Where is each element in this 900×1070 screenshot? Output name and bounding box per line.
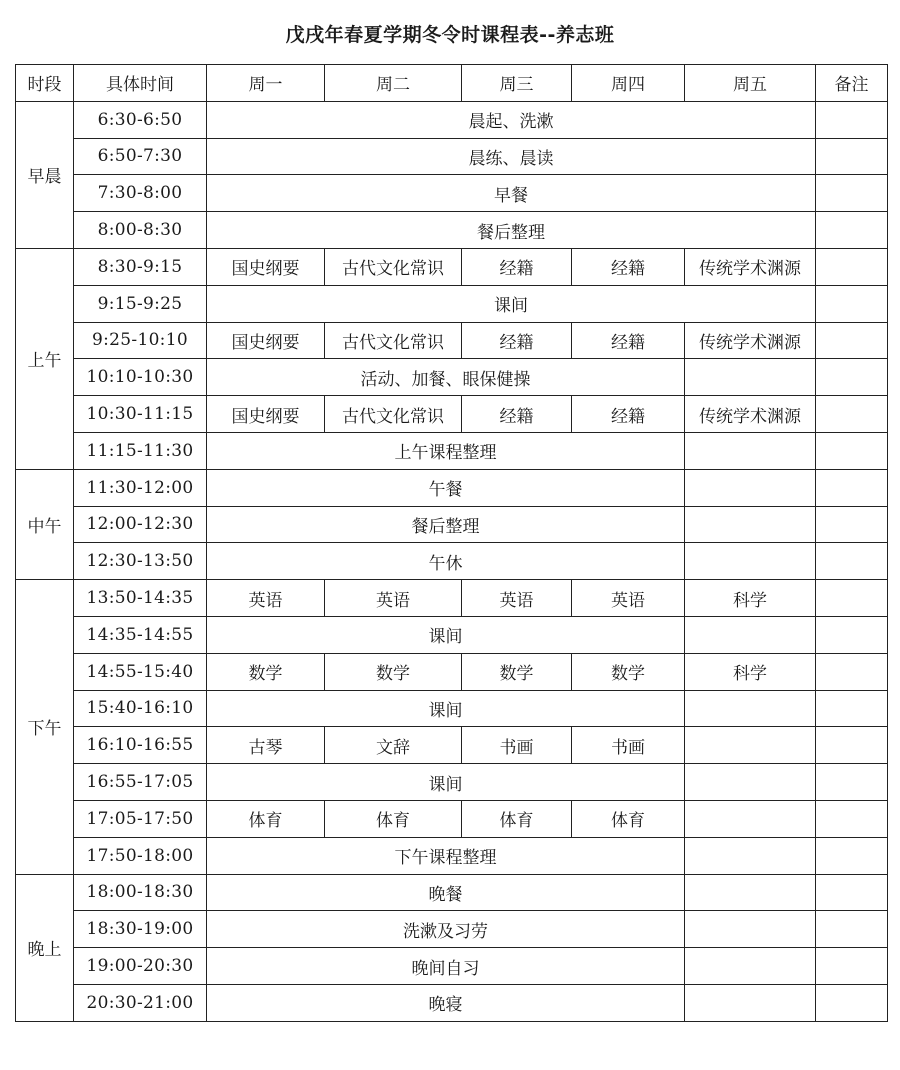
activity-cell: 晚寝 — [207, 984, 685, 1021]
time-cell: 10:10-10:30 — [74, 359, 207, 396]
notes-cell — [816, 212, 888, 249]
activity-cell: 下午课程整理 — [207, 837, 685, 874]
empty-cell — [685, 690, 816, 727]
activity-cell: 晨起、洗漱 — [207, 101, 816, 138]
course-cell: 体育 — [325, 800, 462, 837]
activity-cell: 午餐 — [207, 469, 685, 506]
table-row — [16, 948, 888, 985]
time-cell: 18:00-18:30 — [74, 874, 207, 911]
table-row — [16, 874, 888, 911]
course-cell: 传统学术渊源 — [685, 322, 816, 359]
table-row — [16, 469, 888, 506]
time-cell: 15:40-16:10 — [74, 690, 207, 727]
time-cell: 18:30-19:00 — [74, 911, 207, 948]
course-cell: 体育 — [572, 800, 685, 837]
notes-cell — [816, 138, 888, 175]
time-cell: 14:55-15:40 — [74, 653, 207, 690]
course-cell: 国史纲要 — [207, 248, 325, 285]
empty-cell — [685, 616, 816, 653]
course-cell: 文辞 — [325, 727, 462, 764]
activity-cell: 晨练、晨读 — [207, 138, 816, 175]
table-row — [16, 543, 888, 580]
notes-cell — [816, 948, 888, 985]
notes-cell — [816, 175, 888, 212]
empty-cell — [685, 911, 816, 948]
course-cell: 英语 — [462, 580, 572, 617]
time-cell: 7:30-8:00 — [74, 175, 207, 212]
time-cell: 17:05-17:50 — [74, 800, 207, 837]
notes-cell — [816, 800, 888, 837]
table-row — [16, 911, 888, 948]
course-cell: 经籍 — [572, 396, 685, 433]
empty-cell — [685, 506, 816, 543]
notes-cell — [816, 911, 888, 948]
time-cell: 12:30-13:50 — [74, 543, 207, 580]
activity-cell: 课间 — [207, 690, 685, 727]
course-cell: 古代文化常识 — [325, 248, 462, 285]
period-cell: 上午 — [16, 248, 74, 469]
course-cell: 古代文化常识 — [325, 322, 462, 359]
course-cell: 古琴 — [207, 727, 325, 764]
notes-cell — [816, 580, 888, 617]
header-tuesday: 周二 — [325, 65, 462, 102]
table-row — [16, 616, 888, 653]
period-cell: 中午 — [16, 469, 74, 579]
period-cell: 下午 — [16, 580, 74, 874]
table-row — [16, 984, 888, 1021]
course-cell: 科学 — [685, 653, 816, 690]
table-row — [16, 580, 888, 617]
empty-cell — [685, 948, 816, 985]
notes-cell — [816, 984, 888, 1021]
empty-cell — [685, 837, 816, 874]
notes-cell — [816, 285, 888, 322]
time-cell: 19:00-20:30 — [74, 948, 207, 985]
course-cell: 体育 — [207, 800, 325, 837]
activity-cell: 课间 — [207, 616, 685, 653]
course-cell: 古代文化常识 — [325, 396, 462, 433]
time-cell: 9:25-10:10 — [74, 322, 207, 359]
header-notes: 备注 — [816, 65, 888, 102]
table-row — [16, 653, 888, 690]
empty-cell — [685, 800, 816, 837]
table-row — [16, 727, 888, 764]
activity-cell: 晚餐 — [207, 874, 685, 911]
course-cell: 经籍 — [462, 396, 572, 433]
table-row — [16, 432, 888, 469]
notes-cell — [816, 653, 888, 690]
header-wednesday: 周三 — [462, 65, 572, 102]
notes-cell — [816, 616, 888, 653]
course-cell: 国史纲要 — [207, 322, 325, 359]
notes-cell — [816, 322, 888, 359]
time-cell: 16:10-16:55 — [74, 727, 207, 764]
time-cell: 10:30-11:15 — [74, 396, 207, 433]
time-cell: 13:50-14:35 — [74, 580, 207, 617]
period-cell: 晚上 — [16, 874, 74, 1021]
course-cell: 经籍 — [572, 248, 685, 285]
header-row — [16, 65, 888, 102]
table-row — [16, 764, 888, 801]
activity-cell: 午休 — [207, 543, 685, 580]
time-cell: 20:30-21:00 — [74, 984, 207, 1021]
time-cell: 12:00-12:30 — [74, 506, 207, 543]
header-monday: 周一 — [207, 65, 325, 102]
time-cell: 11:30-12:00 — [74, 469, 207, 506]
course-cell: 经籍 — [462, 248, 572, 285]
schedule-table — [15, 64, 888, 1022]
course-cell: 数学 — [207, 653, 325, 690]
activity-cell: 活动、加餐、眼保健操 — [207, 359, 685, 396]
header-time: 具体时间 — [74, 65, 207, 102]
activity-cell: 餐后整理 — [207, 506, 685, 543]
activity-cell: 课间 — [207, 285, 816, 322]
notes-cell — [816, 396, 888, 433]
course-cell: 体育 — [462, 800, 572, 837]
period-cell: 早晨 — [16, 101, 74, 248]
activity-cell: 洗漱及习劳 — [207, 911, 685, 948]
header-friday: 周五 — [685, 65, 816, 102]
course-cell: 书画 — [572, 727, 685, 764]
time-cell: 8:30-9:15 — [74, 248, 207, 285]
notes-cell — [816, 469, 888, 506]
course-cell: 数学 — [572, 653, 685, 690]
notes-cell — [816, 543, 888, 580]
empty-cell — [685, 432, 816, 469]
course-cell: 传统学术渊源 — [685, 396, 816, 433]
notes-cell — [816, 506, 888, 543]
course-cell: 国史纲要 — [207, 396, 325, 433]
table-row — [16, 212, 888, 249]
empty-cell — [685, 727, 816, 764]
empty-cell — [685, 543, 816, 580]
course-cell: 英语 — [325, 580, 462, 617]
notes-cell — [816, 874, 888, 911]
notes-cell — [816, 101, 888, 138]
activity-cell: 餐后整理 — [207, 212, 816, 249]
course-cell: 英语 — [572, 580, 685, 617]
header-thursday: 周四 — [572, 65, 685, 102]
empty-cell — [685, 764, 816, 801]
course-cell: 科学 — [685, 580, 816, 617]
table-row — [16, 248, 888, 285]
table-row — [16, 396, 888, 433]
activity-cell: 上午课程整理 — [207, 432, 685, 469]
time-cell: 14:35-14:55 — [74, 616, 207, 653]
table-row — [16, 285, 888, 322]
table-row — [16, 837, 888, 874]
empty-cell — [685, 874, 816, 911]
empty-cell — [685, 984, 816, 1021]
course-cell: 数学 — [462, 653, 572, 690]
activity-cell: 课间 — [207, 764, 685, 801]
time-cell: 6:50-7:30 — [74, 138, 207, 175]
time-cell: 11:15-11:30 — [74, 432, 207, 469]
table-row — [16, 690, 888, 727]
empty-cell — [685, 469, 816, 506]
schedule-title: 戊戌年春夏学期冬令时课程表--养志班 — [285, 24, 615, 46]
course-cell: 经籍 — [462, 322, 572, 359]
time-cell: 6:30-6:50 — [74, 101, 207, 138]
course-cell: 经籍 — [572, 322, 685, 359]
notes-cell — [816, 359, 888, 396]
empty-cell — [685, 359, 816, 396]
notes-cell — [816, 837, 888, 874]
table-row — [16, 506, 888, 543]
time-cell: 8:00-8:30 — [74, 212, 207, 249]
notes-cell — [816, 764, 888, 801]
course-cell: 英语 — [207, 580, 325, 617]
course-cell: 传统学术渊源 — [685, 248, 816, 285]
notes-cell — [816, 432, 888, 469]
notes-cell — [816, 248, 888, 285]
table-row — [16, 175, 888, 212]
header-period: 时段 — [16, 65, 74, 102]
table-row — [16, 800, 888, 837]
activity-cell: 晚间自习 — [207, 948, 685, 985]
course-cell: 数学 — [325, 653, 462, 690]
course-cell: 书画 — [462, 727, 572, 764]
time-cell: 17:50-18:00 — [74, 837, 207, 874]
activity-cell: 早餐 — [207, 175, 816, 212]
table-row — [16, 359, 888, 396]
notes-cell — [816, 727, 888, 764]
table-row — [16, 138, 888, 175]
notes-cell — [816, 690, 888, 727]
table-row — [16, 101, 888, 138]
table-row — [16, 322, 888, 359]
time-cell: 9:15-9:25 — [74, 285, 207, 322]
time-cell: 16:55-17:05 — [74, 764, 207, 801]
